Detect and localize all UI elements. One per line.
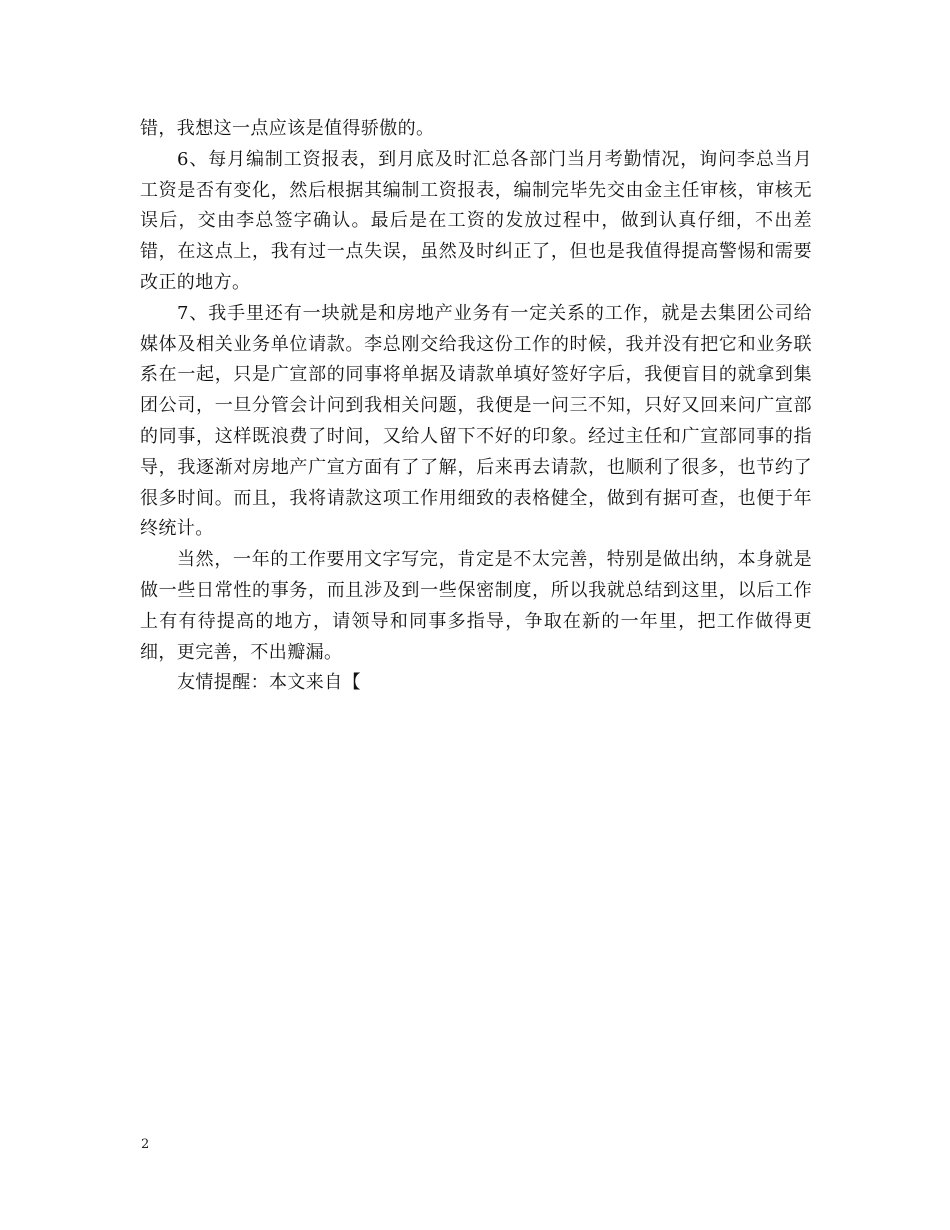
paragraph-source-note: 友情提醒：本文来自【	[177, 672, 361, 694]
document-body	[140, 114, 812, 699]
paragraph-conclusion: 当然，一年的工作要用文字写完，肯定是不太完善，特别是做出纳，本身就是做一些日常性的事务，而且涉及到一些保密制度，所以我就总结到这里，以后工作上有有待提高的地方，请领导和同事多指导，争取在新的一年里，把工作做得更细，更完善，不出瓣漏。	[140, 549, 812, 663]
paragraph-item-6: 6、每月编制工资报表，到月底及时汇总各部门当月考勤情况，询问李总当月工资是否有变化，然后根据其编制工资报表，编制完毕先交由金主任审核，审核无误后，交由李总签字确认。最后是在工资的发放过程中，做到认真仔细，不出差错，在这点上，我有过一点失误，虽然及时纠正了，但也是我值得提高警惕和需要改正的地方。	[140, 148, 812, 293]
paragraph-item-7: 7、我手里还有一块就是和房地产业务有一定关系的工作，就是去集团公司给媒体及相关业务单位请款。李总刚交给我这份工作的时候，我并没有把它和业务联系在一起，只是广宣部的同事将单据及请款单填好签好字后，我便盲目的就拿到集团公司，一旦分管会计问到我相关问题，我便是一问三不知，只好又回来问广宣部的同事，这样既浪费了时间，又给人留下不好的印象。经过主任和广宣部同事的指导，我逐渐对房地产广宣方面有了了解，后来再去请款，也顺利了很多，也节约了很多时间。而且，我将请款这项工作用细致的表格健全，做到有据可查，也便于年终统计。	[140, 302, 812, 540]
page-number: 2	[141, 1137, 150, 1152]
paragraph-continuation: 错，我想这一点应该是值得骄傲的。	[140, 118, 435, 139]
